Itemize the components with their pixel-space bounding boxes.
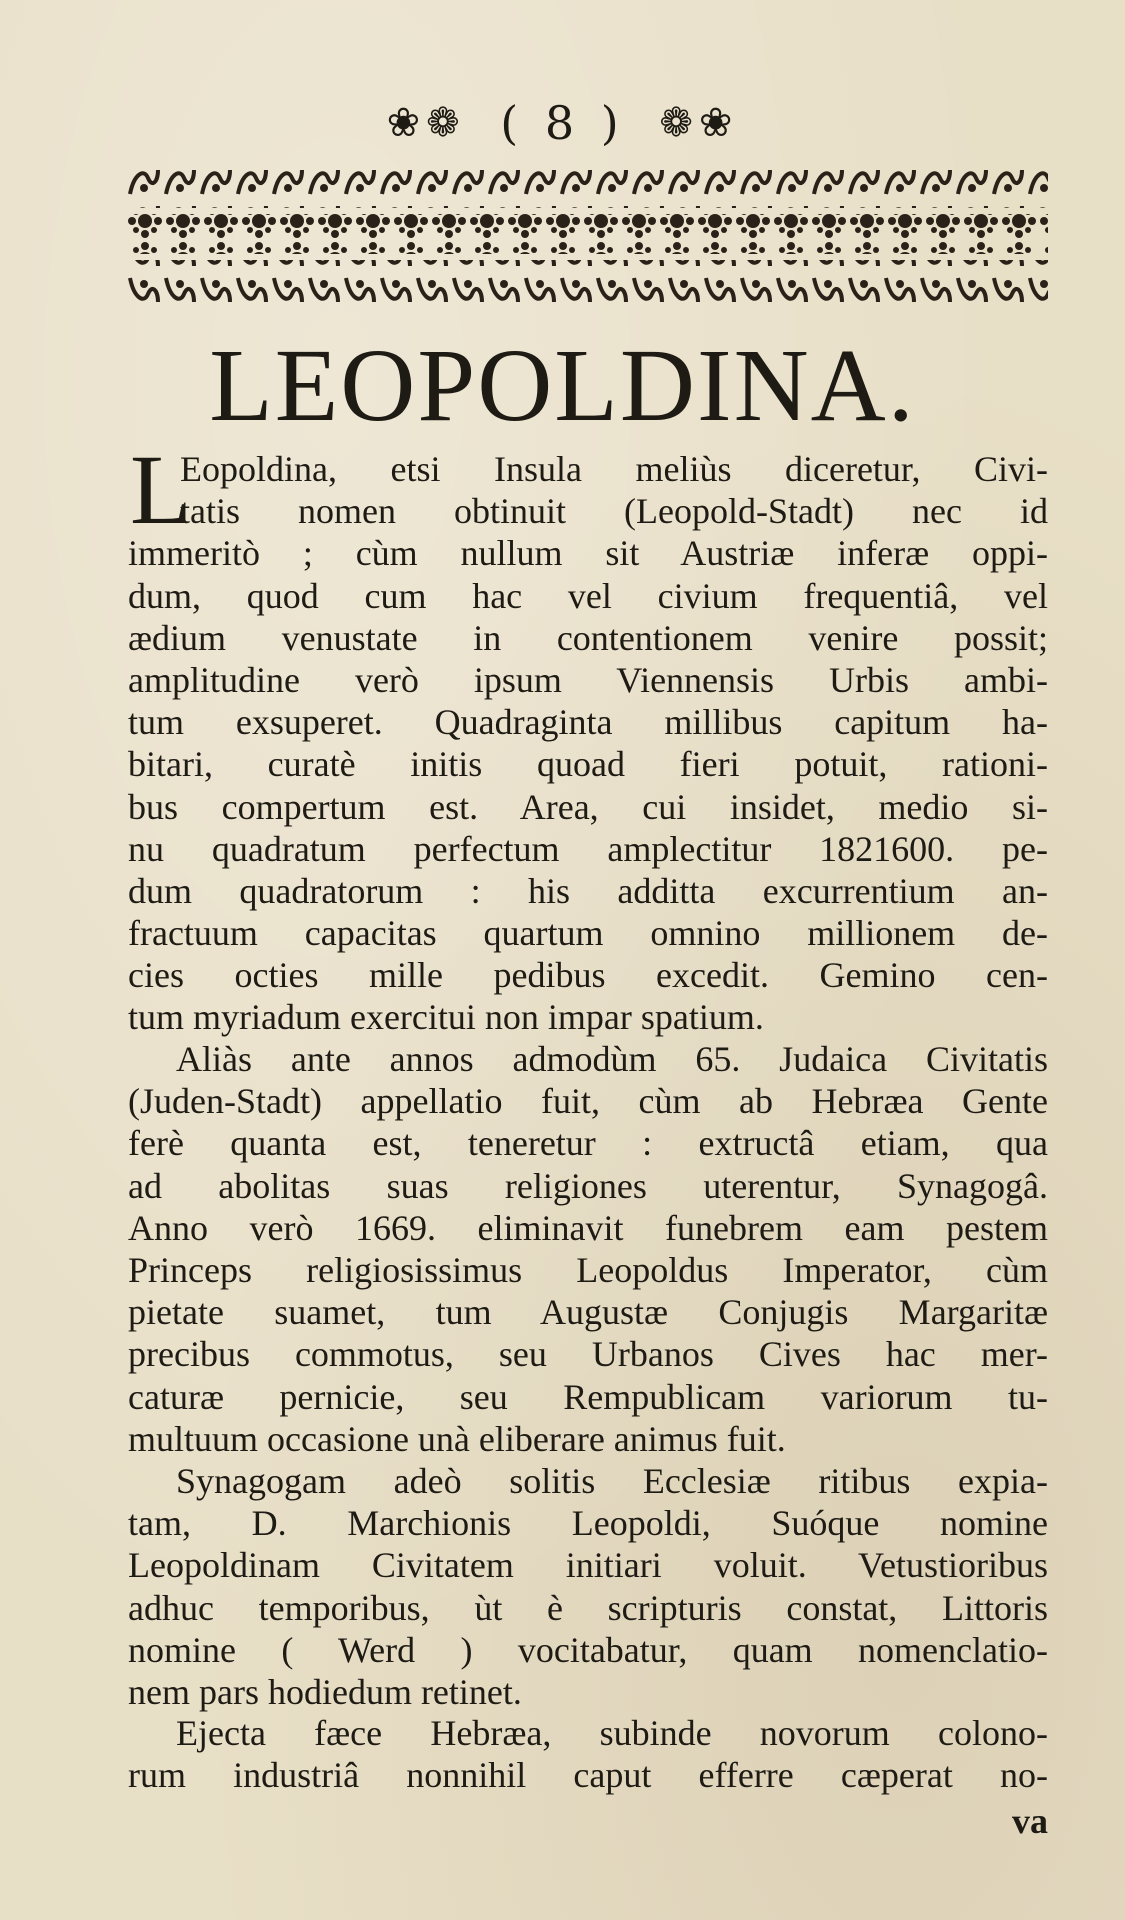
paragraph-1 <box>128 448 1048 1039</box>
text-line: adhuc temporibus, ùt è scripturis constat, Littoris <box>128 1587 1048 1628</box>
text-line: (Juden-Stadt) appellatio fuit, cùm ab Hebræa Gente <box>128 1081 1048 1122</box>
paragraph-2 <box>128 1038 1048 1460</box>
paragraph-4 <box>128 1712 1048 1796</box>
text-line: Anno verò 1669. eliminavit funebrem eam pestem <box>128 1207 1048 1248</box>
text-line: Leopoldinam Civitatem initiari voluit. Vetustioribus <box>128 1545 1048 1586</box>
text-line: tum exsuperet. Quadraginta millibus capitum ha- <box>128 702 1048 743</box>
catchword: va <box>1012 1801 1048 1841</box>
text-line: bus compertum est. Area, cui insidet, medio si- <box>128 786 1048 827</box>
text-line: dum, quod cum hac vel civium frequentiâ, vel <box>128 575 1048 616</box>
text-line: ferè quanta est, teneretur : extructâ etiam, qua <box>128 1123 1048 1164</box>
page-number-header <box>0 92 1125 150</box>
text-line: Princeps religiosissimus Leopoldus Imperator, cùm <box>128 1249 1048 1290</box>
text-line: fractuum capacitas quartum omnino millionem de- <box>128 913 1048 954</box>
text-line: Ejecta fæce Hebræa, subinde novorum colono- <box>176 1713 1048 1753</box>
text-line: cies octies mille pedibus excedit. Gemino cen- <box>128 955 1048 996</box>
floral-ornament-right-icon: ❁❀ <box>659 100 739 146</box>
text-line: bitari, curatè initis quoad fieri potuit, rationi- <box>128 744 1048 785</box>
paragraph-3 <box>128 1460 1048 1713</box>
chapter-title: LEOPOLDINA. <box>209 328 916 443</box>
text-line: rum industriâ nonnihil caput efferre cæperat no- <box>128 1755 1048 1796</box>
text-line: caturæ pernicie, seu Rempublicam variorum tu- <box>128 1376 1048 1417</box>
text-line: immeritò ; cùm nullum sit Austriæ inferæ oppi- <box>128 533 1048 574</box>
text-line: nem pars hodiedum retinet. <box>128 1671 522 1712</box>
drop-cap-initial: L <box>130 434 192 545</box>
text-line: ædium venustate in contentionem venire possit; <box>128 617 1048 658</box>
text-line: precibus commotus, seu Urbanos Cives hac mer- <box>128 1334 1048 1375</box>
text-line: nu quadratum perfectum amplectitur 1821600. pe- <box>128 828 1048 869</box>
text-line: Synagogam adeò solitis Ecclesiæ ritibus expia- <box>176 1461 1048 1501</box>
floral-ornament-left-icon: ❀❁ <box>386 100 466 146</box>
text-line: Aliàs ante annos admodùm 65. Judaica Civitatis <box>176 1039 1048 1079</box>
text-line: tum myriadum exercitui non impar spatium. <box>128 997 764 1038</box>
text-line: amplitudine verò ipsum Viennensis Urbis ambi- <box>128 659 1048 700</box>
text-line: ad abolitas suas religiones uterentur, Synagogâ. <box>128 1165 1048 1206</box>
text-line: tam, D. Marchionis Leopoldi, Suóque nomine <box>128 1503 1048 1544</box>
text-line: tatis nomen obtinuit (Leopold-Stadt) nec id <box>180 491 1048 532</box>
text-line: nomine ( Werd ) vocitabatur, quam nomenclatio- <box>128 1629 1048 1670</box>
text-line: pietate suamet, tum Augustæ Conjugis Margaritæ <box>128 1292 1048 1333</box>
ornament-band-svg <box>126 164 1048 304</box>
text-line: dum quadratorum : his additta excurrentium an- <box>128 870 1048 911</box>
decorative-ornament-band-icon <box>126 164 1048 304</box>
page-number: ( 8 ) <box>500 96 625 150</box>
text-line: Eopoldina, etsi Insula meliùs diceretur, Civi- <box>180 449 1048 489</box>
text-line: multuum occasione unà eliberare animus fuit. <box>128 1418 786 1459</box>
